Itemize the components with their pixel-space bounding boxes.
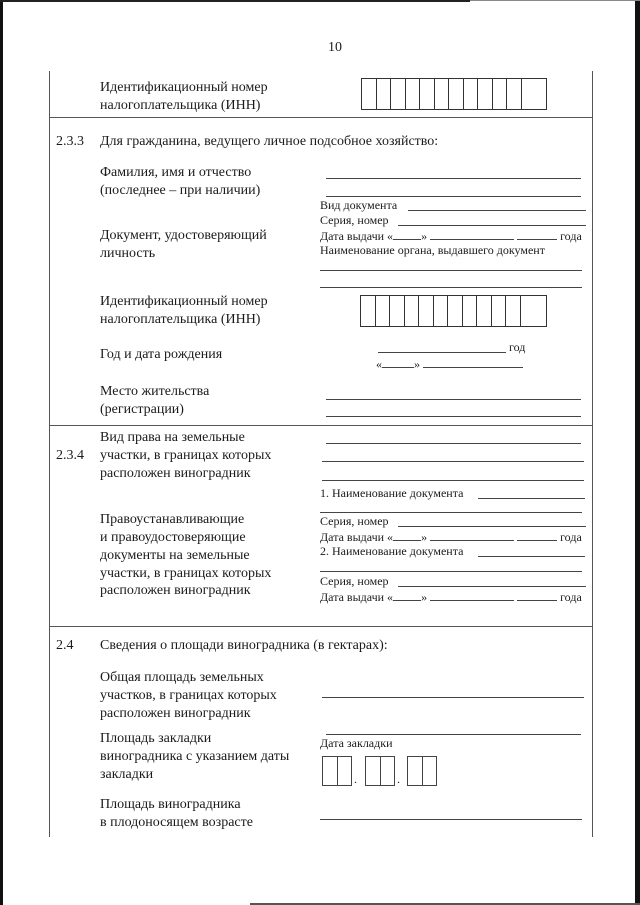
date-separator: .	[354, 772, 357, 786]
inn-label: налогоплательщика (ИНН)	[100, 98, 261, 113]
year-suffix: год	[509, 340, 526, 354]
fruiting-area-field[interactable]	[320, 819, 582, 820]
title-docs-label: расположен виноградник	[100, 583, 251, 598]
doc2-day-field[interactable]	[393, 589, 421, 601]
fio-label: Фамилия, имя и отчество	[100, 165, 252, 180]
doc2-year-field[interactable]	[517, 589, 557, 601]
series-number-label: Серия, номер	[320, 213, 389, 227]
inn-input-boxes[interactable]	[361, 78, 547, 110]
planting-date-label: Дата закладки	[320, 736, 393, 750]
fio-field-line[interactable]	[326, 196, 581, 197]
residence-field[interactable]	[326, 416, 581, 417]
planting-day-boxes[interactable]	[322, 756, 352, 786]
planting-month-boxes[interactable]	[365, 756, 395, 786]
birth-day-field[interactable]	[382, 356, 414, 368]
total-area-label: участков, в границах которых	[100, 688, 277, 703]
row-divider	[49, 425, 593, 426]
date-separator: .	[397, 772, 400, 786]
total-area-label: расположен виноградник	[100, 706, 251, 721]
section-number: 2.3.3	[56, 134, 84, 149]
birth-day-label: « »	[376, 356, 523, 372]
planting-area-label: Площадь закладки	[100, 731, 212, 746]
total-area-label: Общая площадь земельных	[100, 670, 264, 685]
right-type-label: Вид права на земельные	[100, 430, 245, 445]
residence-label: (регистрации)	[100, 402, 184, 417]
inn-label: Идентификационный номер	[100, 80, 268, 95]
inn-label: Идентификационный номер	[100, 294, 268, 309]
page-edge-top	[0, 0, 470, 2]
fruiting-area-label: Площадь виноградника	[100, 797, 241, 812]
identity-doc-label: личность	[100, 246, 156, 261]
doc2-name-label: 2. Наименование документа	[320, 544, 464, 558]
section-number: 2.4	[56, 638, 74, 653]
right-type-field[interactable]	[322, 480, 584, 481]
birth-month-field[interactable]	[423, 356, 523, 368]
doc-type-field[interactable]	[408, 210, 586, 211]
title-docs-label: Правоустанавливающие	[100, 512, 245, 527]
doc1-name-label: 1. Наименование документа	[320, 486, 464, 500]
section-title: Сведения о площади виноградника (в гектарах):	[100, 638, 388, 653]
page-edge-top-light	[470, 0, 640, 1]
birth-year-field[interactable]	[378, 352, 506, 353]
doc2-series-label: Серия, номер	[320, 574, 389, 588]
fruiting-area-label: в плодоносящем возрасте	[100, 815, 253, 830]
total-area-field[interactable]	[322, 697, 584, 698]
planting-area-field[interactable]	[326, 734, 581, 735]
doc2-name-field[interactable]	[478, 556, 585, 557]
issuer-field[interactable]	[320, 270, 582, 271]
section-title: Для гражданина, ведущего личное подсобное хозяйство:	[100, 134, 439, 149]
row-divider	[49, 626, 593, 627]
table-border-right	[592, 71, 593, 837]
issue-year-field[interactable]	[517, 228, 557, 240]
identity-doc-label: Документ, удостоверяющий	[100, 228, 267, 243]
doc2-month-field[interactable]	[430, 589, 514, 601]
row-divider	[49, 117, 593, 118]
series-number-field[interactable]	[398, 225, 586, 226]
fio-label: (последнее – при наличии)	[100, 183, 261, 198]
doc1-name-field[interactable]	[320, 512, 582, 513]
table-border-left	[49, 71, 50, 837]
inn-label: налогоплательщика (ИНН)	[100, 312, 261, 327]
planting-area-label: виноградника с указанием даты	[100, 749, 290, 764]
doc2-date-label: Дата выдачи « » года	[320, 590, 582, 604]
page-number: 10	[328, 40, 342, 55]
issue-date-label: Дата выдачи « » года	[320, 229, 582, 243]
right-type-field[interactable]	[326, 443, 581, 444]
right-type-label: участки, в границах которых	[100, 448, 272, 463]
planting-area-label: закладки	[100, 767, 154, 782]
doc2-series-field[interactable]	[398, 586, 586, 587]
title-docs-label: документы на земельные	[100, 548, 250, 563]
doc1-day-field[interactable]	[393, 529, 421, 541]
doc1-month-field[interactable]	[430, 529, 514, 541]
birth-label: Год и дата рождения	[100, 347, 223, 362]
issuer-label: Наименование органа, выдавшего документ	[320, 243, 545, 257]
page-edge-right	[635, 0, 640, 905]
doc1-series-field[interactable]	[398, 526, 586, 527]
issue-month-field[interactable]	[430, 228, 514, 240]
issuer-field[interactable]	[320, 287, 582, 288]
doc-type-label: Вид документа	[320, 198, 398, 212]
doc1-series-label: Серия, номер	[320, 514, 389, 528]
page-edge-left	[0, 0, 3, 905]
residence-field[interactable]	[326, 399, 581, 400]
right-type-label: расположен виноградник	[100, 466, 251, 481]
doc1-year-field[interactable]	[517, 529, 557, 541]
section-number: 2.3.4	[56, 448, 84, 463]
doc1-date-label: Дата выдачи « » года	[320, 530, 582, 544]
title-docs-label: участки, в границах которых	[100, 566, 272, 581]
doc1-name-field[interactable]	[478, 498, 585, 499]
fio-field-line[interactable]	[326, 178, 581, 179]
residence-label: Место жительства	[100, 384, 210, 399]
planting-year-boxes[interactable]	[407, 756, 437, 786]
doc2-name-field[interactable]	[320, 571, 582, 572]
title-docs-label: и правоудостоверяющие	[100, 530, 246, 545]
inn-input-boxes[interactable]	[360, 295, 547, 327]
right-type-field[interactable]	[322, 461, 584, 462]
issue-day-field[interactable]	[393, 228, 421, 240]
